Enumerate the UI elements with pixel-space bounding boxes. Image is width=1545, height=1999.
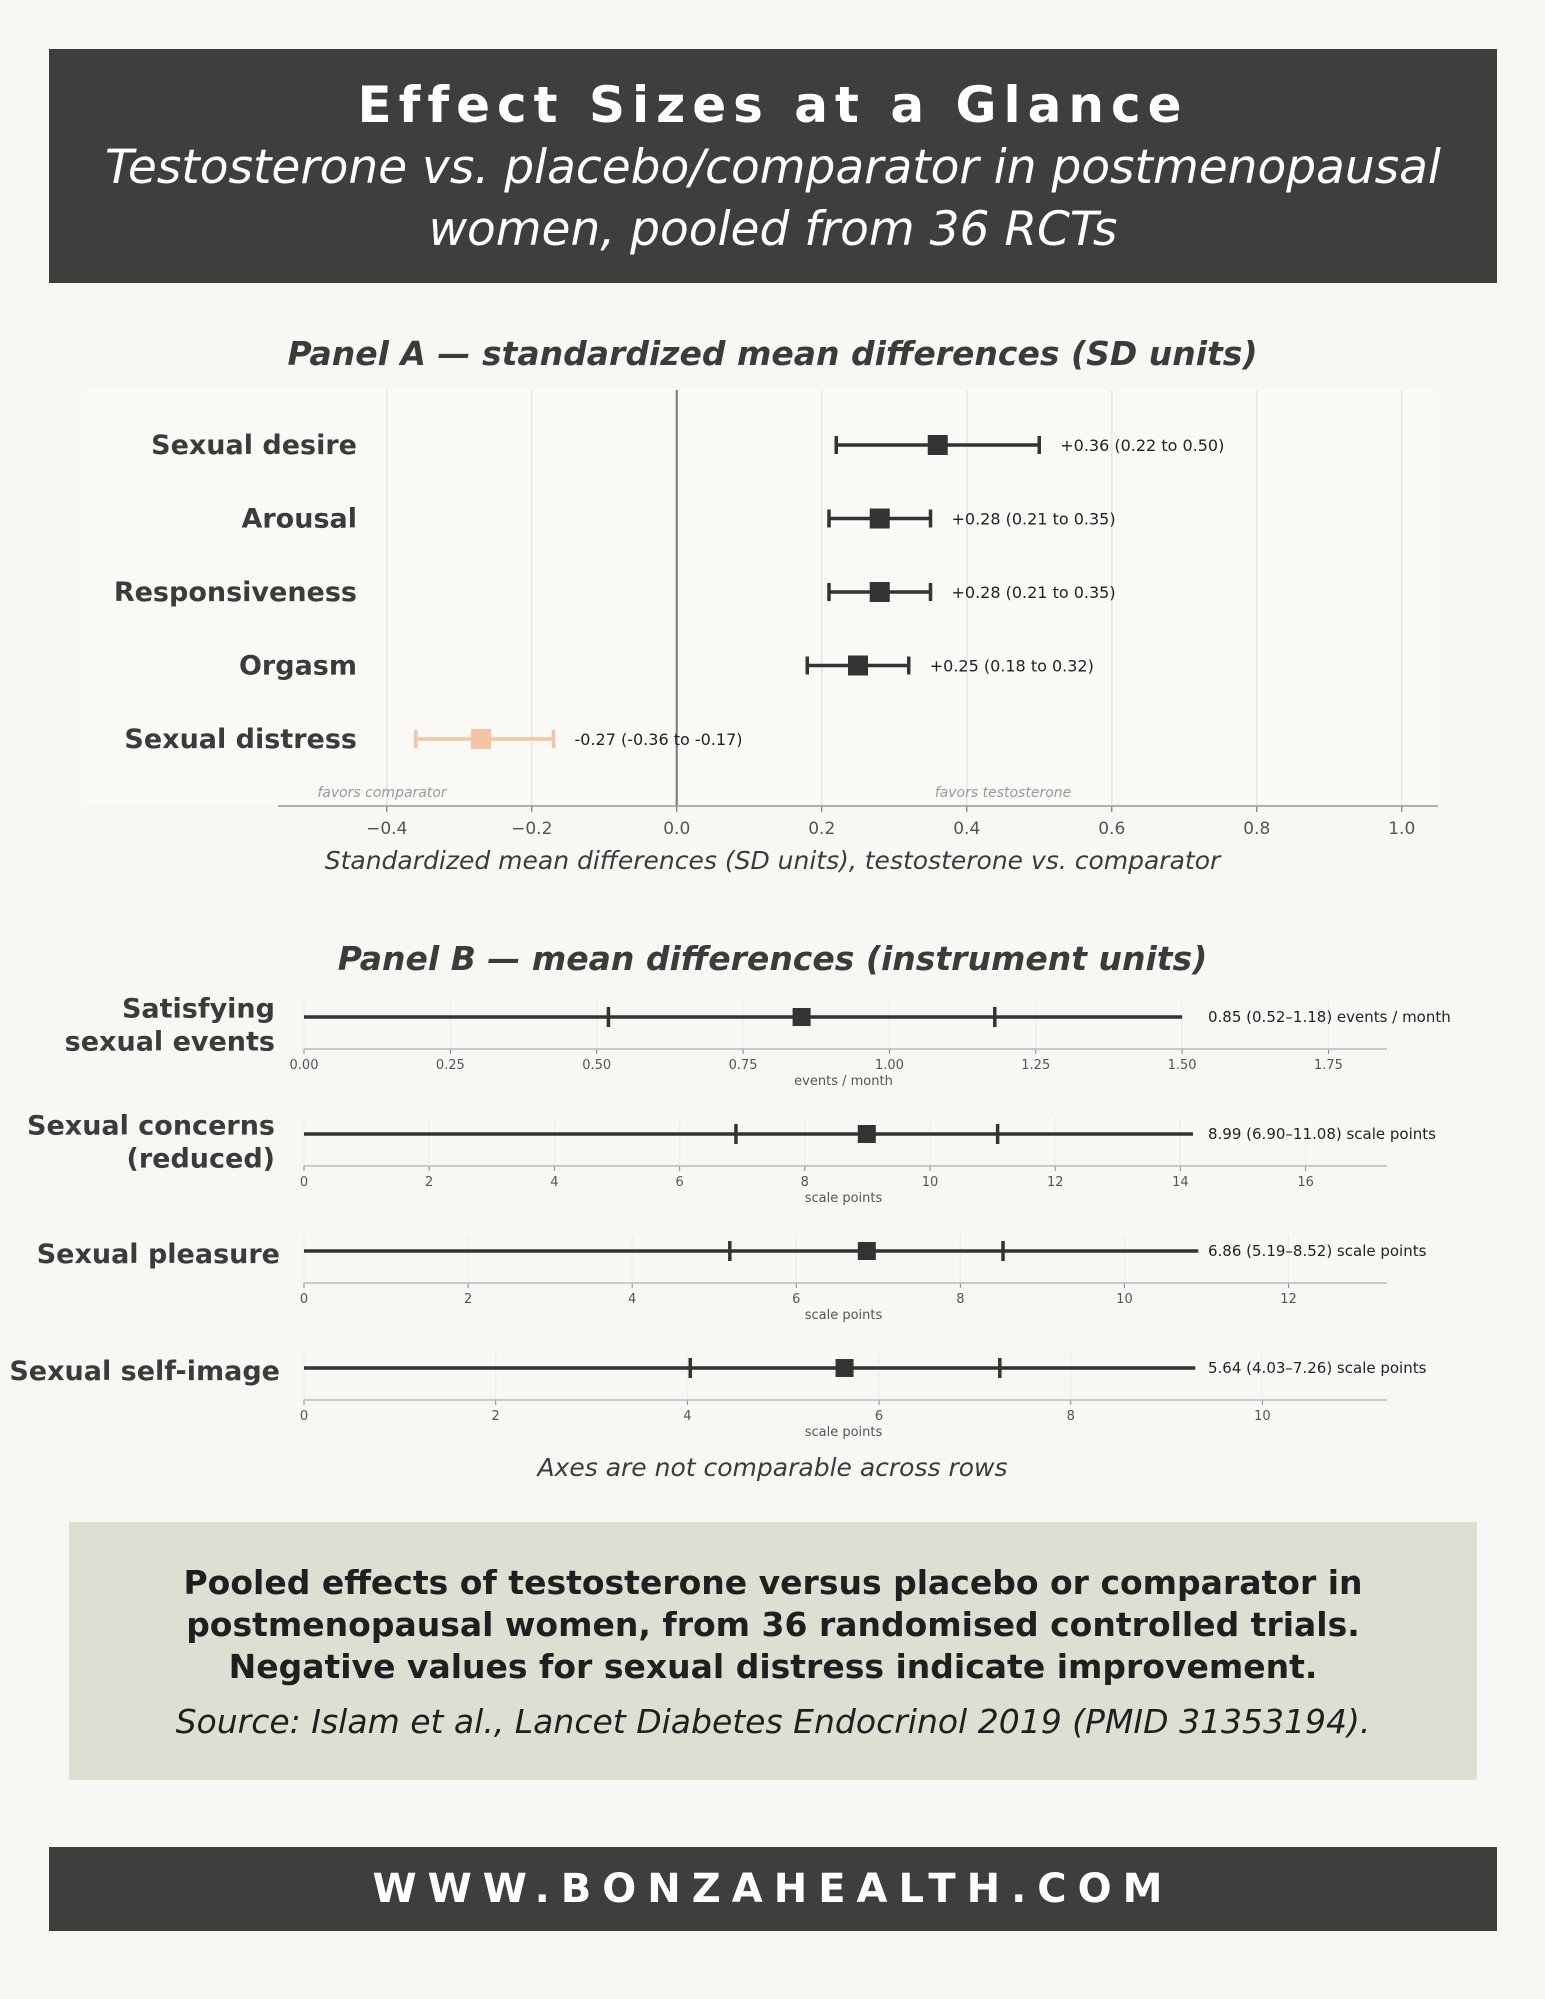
row-label: Satisfying xyxy=(121,993,275,1025)
row-label: Sexual concerns xyxy=(27,1110,275,1142)
x-tick-label: 0.4 xyxy=(953,819,981,839)
panel-b-title: Panel B — mean differences (instrument units) xyxy=(337,939,1208,978)
panel-a-title: Panel A — standardized mean differences (SD units) xyxy=(287,334,1258,373)
x-tick-label: 1.75 xyxy=(1313,1058,1343,1073)
x-tick-label: 1.50 xyxy=(1167,1058,1197,1073)
x-tick-label: 0 xyxy=(299,1292,309,1307)
x-tick-label: 4 xyxy=(628,1292,637,1307)
data-label: 6.86 (5.19–8.52) scale points xyxy=(1208,1242,1427,1260)
x-tick-label: 0.6 xyxy=(1098,819,1126,839)
x-tick-label: 0 xyxy=(299,1175,309,1190)
x-axis-label: scale points xyxy=(804,1308,883,1323)
row-label: Responsiveness xyxy=(113,577,357,608)
x-tick-label: 0.8 xyxy=(1243,819,1271,839)
row-label: Sexual self-image xyxy=(9,1356,280,1387)
x-tick-label: 0.2 xyxy=(808,819,836,839)
x-tick-label: 0.0 xyxy=(663,819,691,839)
x-tick-label: 10 xyxy=(1116,1292,1133,1307)
caption-box xyxy=(69,1522,1477,1780)
panel-b-axis-caption: Axes are not comparable across rows xyxy=(537,1453,1008,1482)
point-estimate xyxy=(870,509,890,529)
point-estimate xyxy=(858,1242,876,1260)
footer-url: WWW.BONZAHEALTH.COM xyxy=(49,1847,1497,1931)
x-tick-label: 0.50 xyxy=(582,1058,612,1073)
row-label: (reduced) xyxy=(126,1143,275,1175)
data-label: +0.28 (0.21 to 0.35) xyxy=(951,583,1116,602)
x-axis-label: events / month xyxy=(794,1074,893,1089)
page-title: Effect Sizes at a Glance xyxy=(357,76,1189,134)
panel-a-axis-caption: Standardized mean differences (SD units), testosterone vs. comparator xyxy=(324,846,1221,875)
x-tick-label: 1.25 xyxy=(1021,1058,1051,1073)
x-tick-label: 6 xyxy=(874,1409,884,1424)
x-tick-label: 12 xyxy=(1280,1292,1297,1307)
row-label: sexual events xyxy=(64,1026,275,1058)
x-tick-label: 0.00 xyxy=(289,1058,319,1073)
data-label: +0.25 (0.18 to 0.32) xyxy=(929,656,1094,676)
x-axis-label: scale points xyxy=(804,1425,883,1440)
x-tick-label: 6 xyxy=(675,1175,684,1190)
x-tick-label: 10 xyxy=(921,1175,939,1190)
x-tick-label: 0 xyxy=(299,1409,309,1424)
point-estimate xyxy=(928,435,948,455)
x-tick-label: 2 xyxy=(491,1409,500,1424)
data-label: +0.36 (0.22 to 0.50) xyxy=(1060,436,1225,455)
x-tick-label: 0.75 xyxy=(728,1058,758,1073)
caption-text: Pooled effects of testosterone versus placebo or comparator in postmenopausal women, from 36 randomised controlled trials. Negative values for sexual distress indicate improvement. xyxy=(183,1563,1363,1686)
data-label: 8.99 (6.90–11.08) scale points xyxy=(1208,1125,1436,1143)
x-tick-label: 2 xyxy=(463,1292,473,1307)
x-axis-label: scale points xyxy=(804,1191,883,1206)
x-tick-label: 8 xyxy=(956,1292,965,1307)
row-label: Arousal xyxy=(241,503,357,535)
data-label: 0.85 (0.52–1.18) events / month xyxy=(1208,1008,1451,1026)
panel-b-forest-plot xyxy=(0,985,1545,1455)
data-label: 5.64 (4.03–7.26) scale points xyxy=(1208,1359,1427,1377)
x-tick-label: −0.2 xyxy=(511,819,553,839)
x-tick-label: 12 xyxy=(1046,1175,1064,1190)
annotation-favors-testosterone: favors testosterone xyxy=(934,785,1072,801)
source-citation: Source: Islam et al., Lancet Diabetes Endocrinol 2019 (PMID 31353194). xyxy=(175,1702,1371,1741)
x-tick-label: 10 xyxy=(1254,1409,1271,1424)
x-tick-label: 8 xyxy=(1066,1409,1075,1424)
data-label: -0.27 (-0.36 to -0.17) xyxy=(574,730,743,749)
data-label: +0.28 (0.21 to 0.35) xyxy=(951,509,1116,529)
point-estimate xyxy=(793,1008,811,1026)
x-tick-label: 1.0 xyxy=(1388,819,1416,839)
point-estimate xyxy=(870,582,890,602)
row-label: Sexual pleasure xyxy=(36,1239,280,1270)
point-estimate xyxy=(858,1125,876,1143)
row-label: Sexual desire xyxy=(151,430,357,461)
page-subtitle: Testosterone vs. placebo/comparator in postmenopausal women, pooled from 36 RCTs xyxy=(105,140,1441,257)
x-tick-label: 8 xyxy=(800,1175,809,1190)
x-tick-label: 4 xyxy=(683,1409,692,1424)
panel-a-forest-plot xyxy=(0,380,1545,840)
x-tick-label: 0.25 xyxy=(435,1058,465,1073)
row-label: Sexual distress xyxy=(124,724,357,755)
point-estimate xyxy=(848,656,868,676)
x-tick-label: −0.4 xyxy=(366,819,408,839)
point-estimate xyxy=(471,729,491,749)
x-tick-label: 4 xyxy=(550,1175,559,1190)
header-banner xyxy=(49,49,1497,283)
row-label: Orgasm xyxy=(238,650,357,682)
x-tick-label: 16 xyxy=(1297,1175,1314,1190)
x-tick-label: 6 xyxy=(792,1292,801,1307)
annotation-favors-comparator: favors comparator xyxy=(317,785,447,801)
point-estimate xyxy=(836,1359,854,1377)
x-tick-label: 2 xyxy=(425,1175,434,1190)
x-tick-label: 1.00 xyxy=(874,1058,904,1073)
x-tick-label: 14 xyxy=(1172,1175,1189,1190)
